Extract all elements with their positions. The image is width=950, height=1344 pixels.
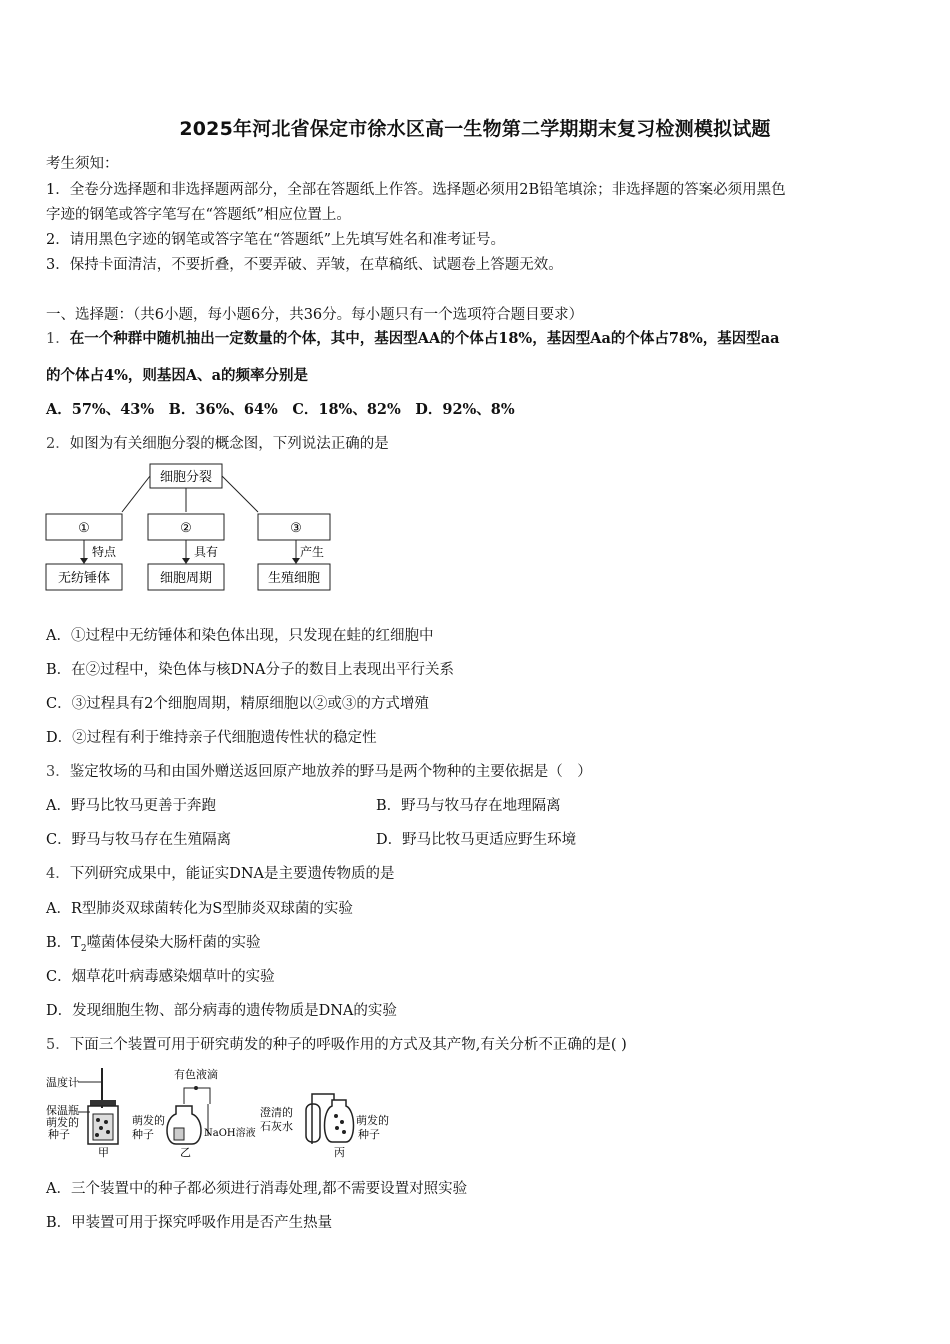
figure-label: 温度计 bbox=[46, 1076, 79, 1089]
question-stem: 下面三个装置可用于研究萌发的种子的呼吸作用的方式及其产物,有关分析不正确的是( ) bbox=[69, 1037, 627, 1053]
question-5 bbox=[46, 1033, 627, 1054]
option-b: B．甲装置可用于探究呼吸作用是否产生热量 bbox=[46, 1215, 333, 1231]
diagram-bottom-label: 细胞周期 bbox=[159, 571, 213, 586]
option-b bbox=[46, 931, 261, 954]
option-d: D．野马比牧马更适应野生环境 bbox=[376, 832, 577, 848]
question-3 bbox=[46, 760, 592, 781]
respiration-apparatus-figure bbox=[44, 1064, 404, 1160]
notice-item: 2．请用黑色字迹的钢笔或答字笔在“答题纸”上先填写姓名和准考证号。 bbox=[46, 232, 506, 248]
figure-label: 萌发的 bbox=[356, 1114, 389, 1127]
option-a: A．三个装置中的种子都必须进行消毒处理,都不需要设置对照实验 bbox=[46, 1181, 468, 1197]
diagram-box-label: ① bbox=[78, 521, 90, 536]
option-b: B．野马与牧马存在地理隔离 bbox=[376, 798, 561, 814]
question-number: 1． bbox=[46, 331, 70, 347]
notice-item: 1．全卷分选择题和非选择题两部分，全部在答题纸上作答。选择题必须用2B铅笔填涂；非选择题的答案必须用黑色 bbox=[46, 182, 786, 198]
diagram-arrow-label: 特点 bbox=[92, 545, 117, 559]
diagram-bottom-label: 无纺锤体 bbox=[57, 571, 111, 586]
option-a: A．R型肺炎双球菌转化为S型肺炎双球菌的实验 bbox=[46, 901, 353, 917]
option-c: C．野马与牧马存在生殖隔离 bbox=[46, 832, 232, 848]
figure-label: 种子 bbox=[48, 1128, 70, 1141]
notice-item: 3．保持卡面清洁，不要折叠，不要弄破、弄皱，在草稿纸、试题卷上答题无效。 bbox=[46, 257, 563, 273]
question-number: 4． bbox=[46, 866, 70, 882]
diagram-bottom-label: 生殖细胞 bbox=[267, 571, 321, 586]
figure-label: 种子 bbox=[358, 1128, 380, 1141]
option-d: D．②过程有利于维持亲子代细胞遗传性状的稳定性 bbox=[46, 730, 377, 746]
figure-label: 乙 bbox=[180, 1146, 191, 1159]
option-a: A．①过程中无纺锤体和染色体出现，只发现在蛙的红细胞中 bbox=[46, 628, 434, 644]
figure-label: 种子 bbox=[132, 1128, 154, 1141]
figure-label: 有色液滴 bbox=[174, 1068, 218, 1081]
option-c: C．③过程具有2个细胞周期，精原细胞以②或③的方式增殖 bbox=[46, 696, 429, 712]
question-stem: 如图为有关细胞分裂的概念图，下列说法正确的是 bbox=[69, 436, 389, 452]
option-a: A．野马比牧马更善于奔跑 bbox=[46, 798, 216, 814]
question-stem: 鉴定牧场的马和由国外赠送返回原产地放养的野马是两个物种的主要依据是（ ） bbox=[69, 764, 592, 780]
question-1-line2: 的个体占4%，则基因A、a的频率分别是 bbox=[46, 367, 309, 384]
figure-label: 甲 bbox=[98, 1146, 109, 1159]
figure-label: 澄清的 bbox=[260, 1106, 293, 1119]
figure-label: 萌发的 bbox=[46, 1116, 79, 1129]
question-2 bbox=[46, 432, 389, 453]
question-1-options: A．57%、43% B．36%、64% C．18%、82% D．92%、8% bbox=[46, 401, 515, 418]
figure-label: 丙 bbox=[334, 1146, 345, 1159]
page-title: 2025年河北省保定市徐水区高一生物第二学期期末复习检测模拟试题 bbox=[179, 118, 771, 140]
diagram-box-label: ② bbox=[180, 521, 192, 536]
diagram-top-label: 细胞分裂 bbox=[159, 470, 213, 485]
subscript: 2 bbox=[80, 943, 87, 954]
option-d: D．发现细胞生物、部分病毒的遗传物质是DNA的实验 bbox=[46, 1003, 397, 1019]
question-number: 3． bbox=[46, 764, 70, 780]
option-b: B．在②过程中，染色体与核DNA分子的数目上表现出平行关系 bbox=[46, 662, 454, 678]
cell-division-diagram bbox=[44, 460, 334, 596]
notice-item: 字迹的钢笔或答字笔写在“答题纸”相应位置上。 bbox=[46, 207, 351, 223]
figure-label: NaOH溶液 bbox=[204, 1128, 256, 1139]
question-number: 2． bbox=[46, 436, 70, 452]
question-number: 5． bbox=[46, 1037, 70, 1053]
diagram-box-label: ③ bbox=[290, 521, 302, 536]
notice-heading: 考生须知： bbox=[46, 156, 119, 172]
option-b-text: 噬菌体侵染大肠杆菌的实验 bbox=[86, 935, 261, 951]
question-4 bbox=[46, 862, 395, 883]
question-stem: 下列研究成果中，能证实DNA是主要遗传物质的是 bbox=[69, 866, 395, 882]
question-1 bbox=[46, 327, 780, 348]
question-stem: 在一个种群中随机抽出一定数量的个体，其中，基因型AA的个体占18%，基因型Aa的个体占78%，基因型aa bbox=[69, 330, 780, 347]
diagram-arrow-label: 具有 bbox=[194, 545, 219, 559]
figure-label: 石灰水 bbox=[260, 1120, 293, 1133]
figure-label: 保温瓶 bbox=[46, 1104, 79, 1117]
diagram-arrow-label: 产生 bbox=[300, 545, 325, 559]
section-heading: 一、选择题：（共6小题，每小题6分，共36分。每小题只有一个选项符合题目要求） bbox=[46, 307, 584, 323]
option-c: C．烟草花叶病毒感染烟草叶的实验 bbox=[46, 969, 275, 985]
figure-label: 萌发的 bbox=[132, 1114, 165, 1127]
option-b-prefix: B．T bbox=[46, 935, 81, 951]
